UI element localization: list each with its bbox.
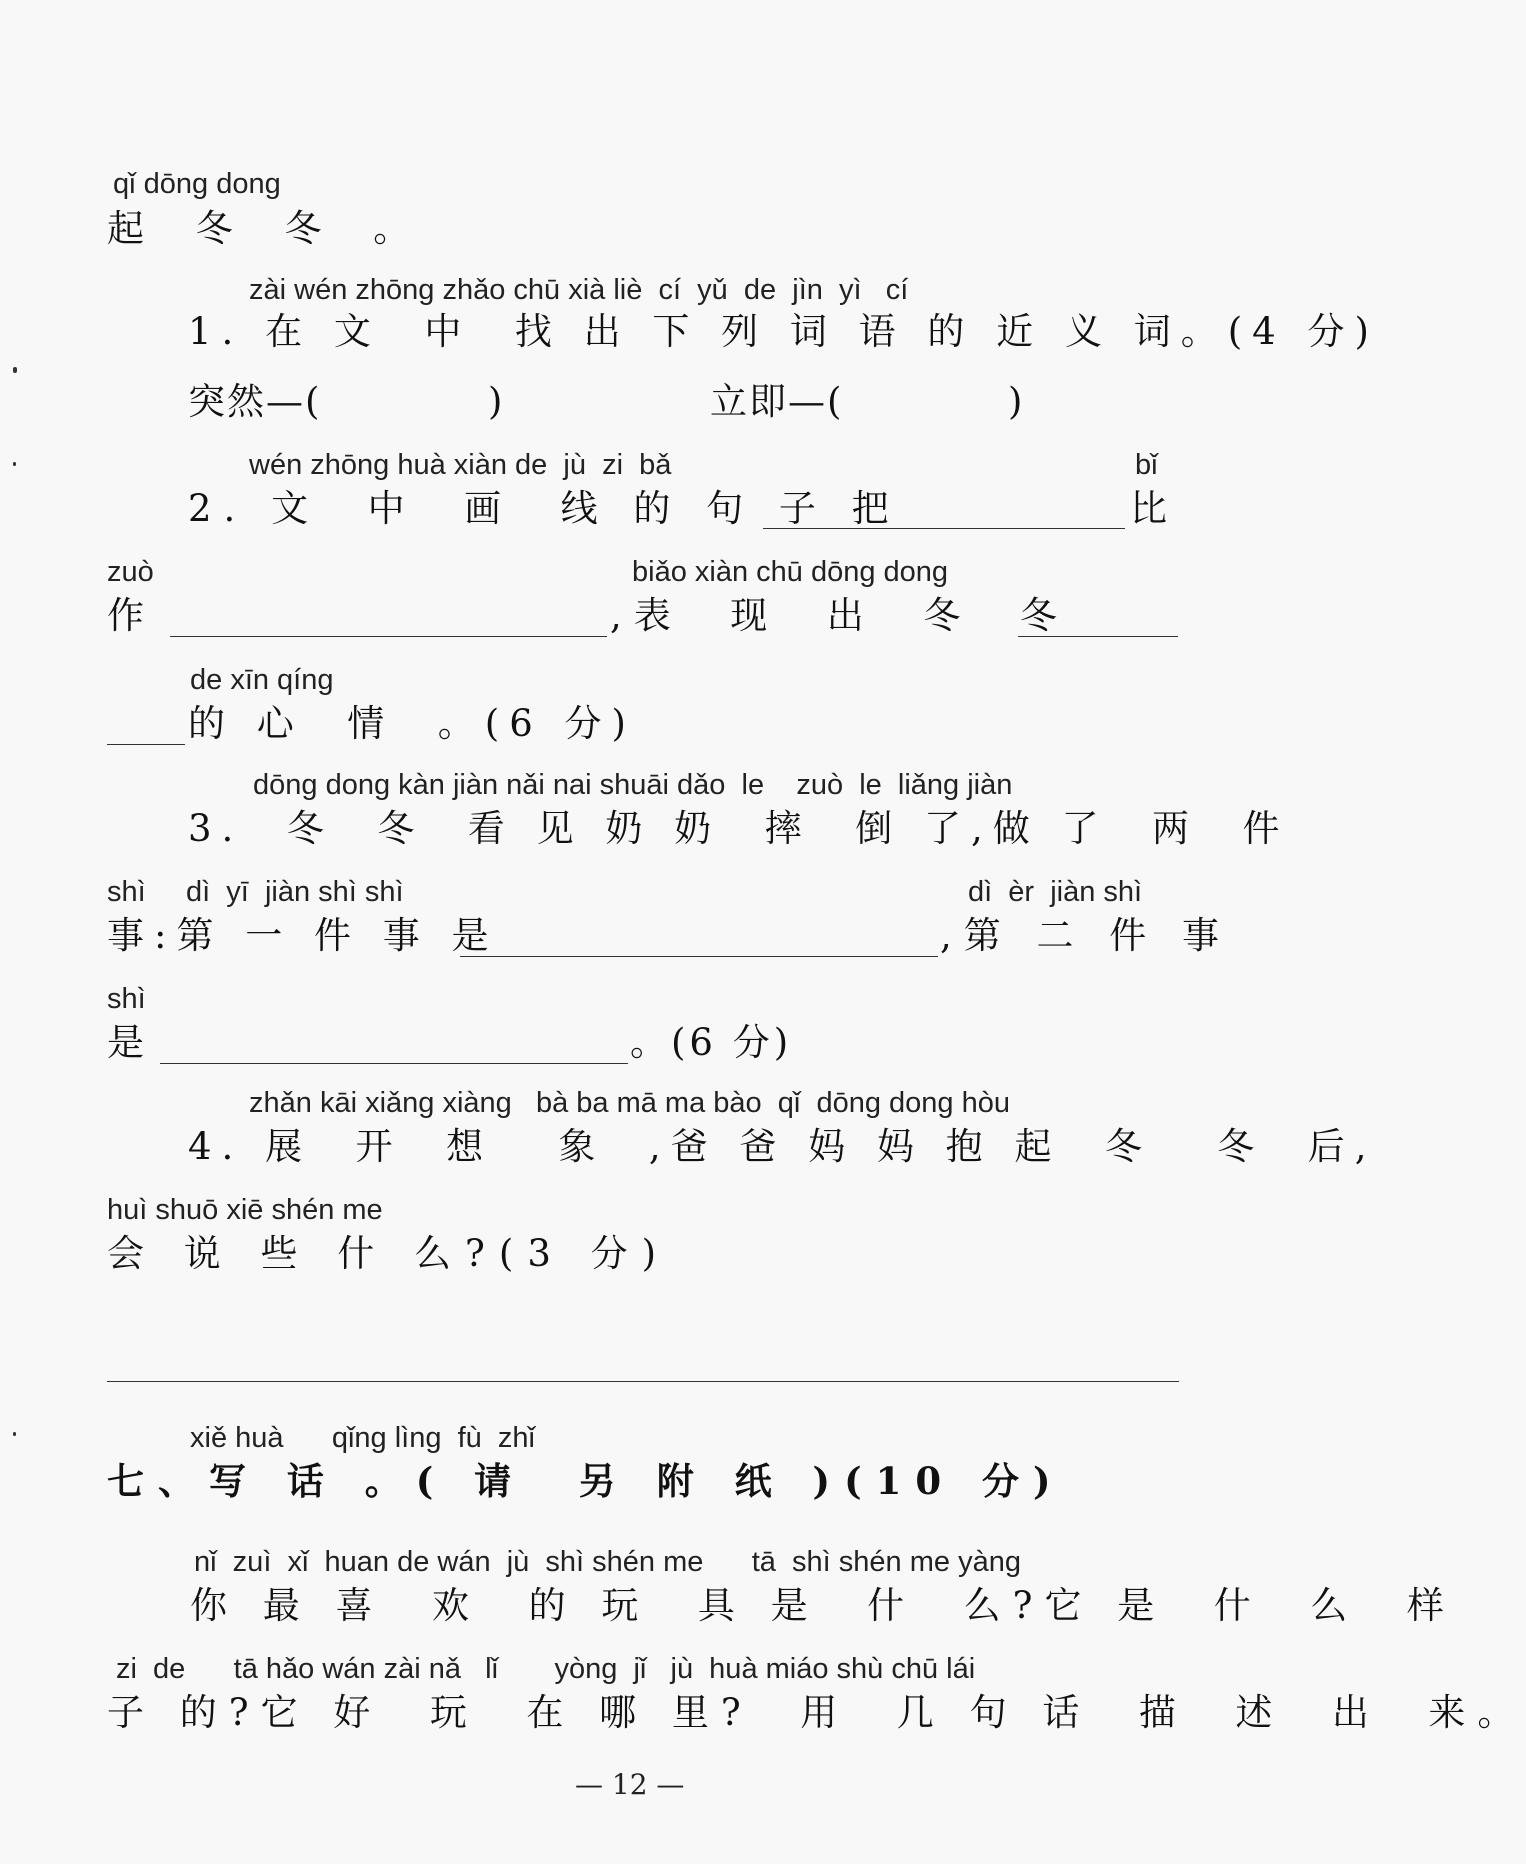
- q3-text-e: 。(6 分): [630, 1021, 793, 1064]
- section7-text-b: 子 的?它 好 玩 在 哪 里? 用 几 句 话 描 述 出 来。: [107, 1691, 1526, 1734]
- q2-text-e: 的 心 情 。(6 分): [188, 702, 636, 745]
- q4-text-a: 4. 展 开 想 象 ,爸 爸 妈 妈 抱 起 冬 冬 后,: [188, 1125, 1377, 1168]
- q2-pinyin-a: wén zhōng huà xiàn de jù zi bǎ: [249, 449, 672, 481]
- q2-text-a: 2. 文 中 画 线 的 句 子 把: [188, 487, 901, 530]
- q3-pinyin-a: dōng dong kàn jiàn nǎi nai shuāi dǎo le zuò le liǎng jiàn: [253, 769, 1013, 801]
- story-ending-text: 起 冬 冬 。: [107, 207, 431, 250]
- q4-pinyin-a: zhǎn kāi xiǎng xiàng bà ba mā ma bào qǐ dōng dong hòu: [249, 1087, 1010, 1119]
- q1-pinyin: zài wén zhōng zhǎo chū xià liè cí yǔ de jìn yì cí: [249, 274, 909, 306]
- q3-pinyin-b: shì dì yī jiàn shì shì: [107, 876, 404, 908]
- q1-close-right: ): [1008, 380, 1043, 423]
- q1-prompt: 1. 在 文 中 找 出 下 列 词 语 的 近 义 词。(4 分): [188, 310, 1379, 353]
- section7-pinyin-a: nǐ zuì xǐ huan de wán jù shì shén me tā shì shén me yàng: [194, 1546, 1021, 1578]
- q2-blank-4[interactable]: [107, 744, 185, 745]
- q2-blank-1[interactable]: [763, 528, 1125, 529]
- section7-pinyin-b: zi de tā hǎo wán zài nǎ lǐ yòng jǐ jù huà miáo shù chū lái: [116, 1653, 976, 1685]
- q4-pinyin-b: huì shuō xiē shén me: [107, 1194, 383, 1226]
- section7-title: 七、写 话 。( 请 另 附 纸 )(10 分): [107, 1459, 1065, 1503]
- section7-text-a: 你 最 喜 欢 的 玩 具 是 什 么?它 是 什 么 样: [190, 1584, 1456, 1627]
- q1-close-left: ): [488, 380, 523, 423]
- q3-blank-2[interactable]: [160, 1063, 628, 1064]
- margin-speck: [13, 1432, 16, 1436]
- page-number: — 12 —: [575, 1768, 685, 1801]
- story-ending-pinyin: qǐ dōng dong: [113, 168, 281, 200]
- q3-text-b: 事:第 一 件 事 是: [107, 914, 499, 957]
- q2-pinyin-b: bǐ: [1135, 449, 1158, 481]
- q1-word-left: 突然—(: [188, 380, 322, 423]
- q4-answer-line[interactable]: [107, 1381, 1179, 1382]
- q3-pinyin-d: shì: [107, 983, 146, 1015]
- q3-text-a: 3. 冬 冬 看 见 奶 奶 摔 倒 了,做 了 两 件: [188, 807, 1290, 850]
- q2-text-c: 作: [107, 594, 164, 637]
- section7-pinyin: xiě huà qǐng lìng fù zhǐ: [190, 1422, 535, 1454]
- q2-blank-2[interactable]: [170, 636, 607, 637]
- q2-blank-3[interactable]: [1018, 636, 1178, 637]
- q2-pinyin-c: zuò: [107, 556, 154, 588]
- q2-text-d: ,表 现 出 冬 冬: [610, 594, 1069, 637]
- q2-pinyin-d: biǎo xiàn chū dōng dong: [632, 556, 949, 588]
- q1-word-right: 立即—(: [710, 380, 844, 423]
- q3-text-d: 是: [107, 1021, 164, 1064]
- q2-text-b: 比: [1130, 487, 1187, 530]
- q2-pinyin-e: de xīn qíng: [190, 664, 334, 696]
- margin-speck: [13, 462, 16, 466]
- margin-speck: [13, 367, 17, 373]
- q3-pinyin-c: dì èr jiàn shì: [968, 876, 1143, 908]
- q3-text-c: ,第 二 件 事: [940, 914, 1232, 957]
- q4-text-b: 会 说 些 什 么?(3 分): [107, 1232, 671, 1275]
- q3-blank-1[interactable]: [460, 956, 938, 957]
